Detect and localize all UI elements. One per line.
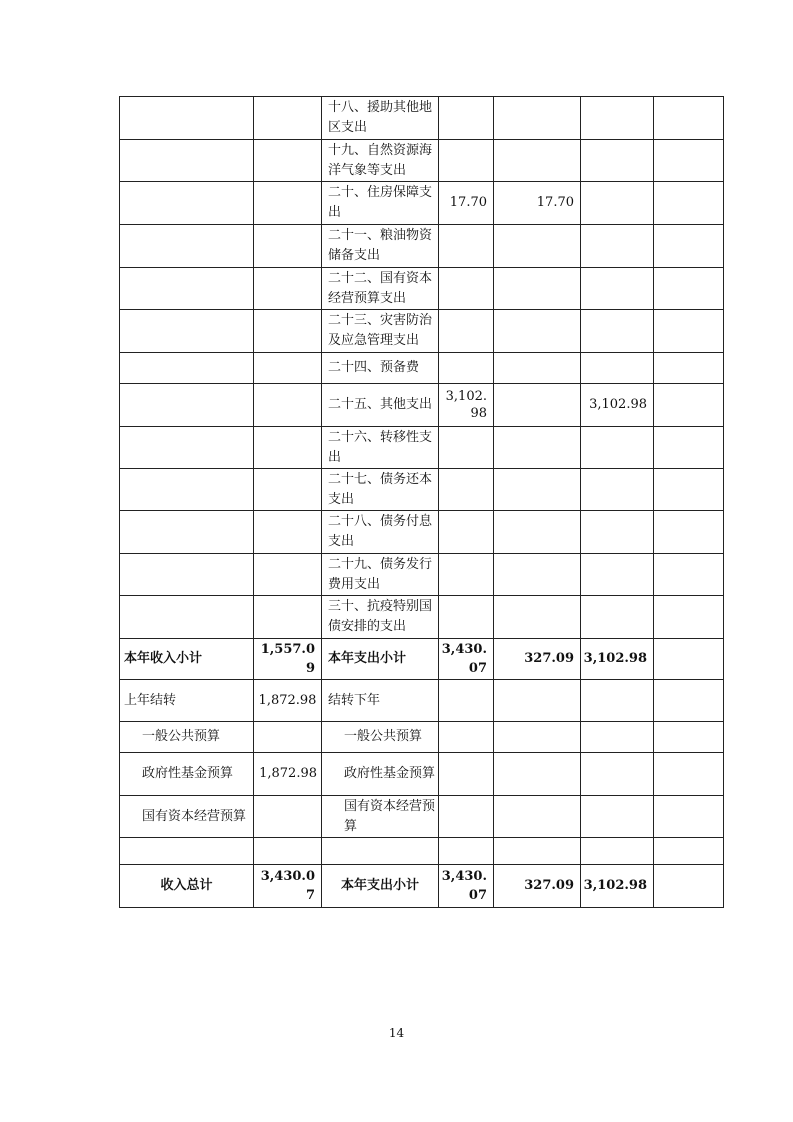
table-row bbox=[120, 225, 724, 268]
table-row bbox=[120, 97, 724, 140]
page-number: 14 bbox=[388, 1026, 405, 1040]
prior-year-carryover-value: 1,872.98 bbox=[254, 680, 322, 722]
table-row bbox=[120, 310, 724, 353]
expense-item-label: 二十九、债务发行费用支出 bbox=[322, 554, 439, 596]
expense-item-label: 二十三、灾害防治及应急管理支出 bbox=[322, 310, 439, 353]
expense-item-label: 二十五、其他支出 bbox=[322, 384, 439, 427]
expense-grand-total: 3,430.07 bbox=[439, 865, 494, 908]
expense-item-label: 十九、自然资源海洋气象等支出 bbox=[322, 140, 439, 182]
income-subtotal-label: 本年收入小计 bbox=[120, 639, 254, 680]
empty-row bbox=[120, 838, 724, 865]
table-row bbox=[120, 753, 724, 796]
expense-subtotal-project: 3,102.98 bbox=[581, 639, 654, 680]
table-row bbox=[120, 140, 724, 182]
expense-item-label: 二十、住房保障支出 bbox=[322, 182, 439, 225]
expense-total-value: 17.70 bbox=[439, 182, 494, 225]
general-budget-expense-label: 一般公共预算 bbox=[322, 722, 439, 753]
table-row bbox=[120, 427, 724, 469]
table-row bbox=[120, 268, 724, 310]
subtotal-row bbox=[120, 639, 724, 680]
budget-table bbox=[119, 96, 724, 908]
expense-subtotal-label: 本年支出小计 bbox=[322, 639, 439, 680]
expense-basic-value: 17.70 bbox=[494, 182, 581, 225]
expense-item-label: 二十七、债务还本支出 bbox=[322, 469, 439, 511]
total-row bbox=[120, 865, 724, 908]
table-row bbox=[120, 796, 724, 838]
income-total-label: 收入总计 bbox=[120, 865, 254, 908]
income-subtotal-value: 1,557.09 bbox=[254, 639, 322, 680]
expense-subtotal-total: 3,430.07 bbox=[439, 639, 494, 680]
carry-to-next-year-label: 结转下年 bbox=[322, 680, 439, 722]
table-row bbox=[120, 554, 724, 596]
table-row bbox=[120, 353, 724, 384]
fund-budget-income-value: 1,872.98 bbox=[254, 753, 322, 796]
expense-project-value: 3,102.98 bbox=[581, 384, 654, 427]
table-row bbox=[120, 596, 724, 639]
state-capital-expense-label: 国有资本经营预算 bbox=[322, 796, 439, 838]
state-capital-income-label: 国有资本经营预算 bbox=[120, 796, 254, 838]
expense-item-label: 二十六、转移性支出 bbox=[322, 427, 439, 469]
prior-year-carryover-label: 上年结转 bbox=[120, 680, 254, 722]
table-row bbox=[120, 469, 724, 511]
expense-subtotal-basic: 327.09 bbox=[494, 639, 581, 680]
expense-grand-basic: 327.09 bbox=[494, 865, 581, 908]
fund-budget-expense-label: 政府性基金预算 bbox=[322, 753, 439, 796]
carryover-row bbox=[120, 680, 724, 722]
fund-budget-income-label: 政府性基金预算 bbox=[120, 753, 254, 796]
expense-total-label: 本年支出小计 bbox=[322, 865, 439, 908]
expense-item-label: 二十四、预备费 bbox=[322, 353, 439, 384]
table-row bbox=[120, 722, 724, 753]
expense-item-label: 二十八、债务付息支出 bbox=[322, 511, 439, 554]
expense-item-label: 十八、援助其他地区支出 bbox=[322, 97, 439, 140]
table-row bbox=[120, 182, 724, 225]
general-budget-income-label: 一般公共预算 bbox=[120, 722, 254, 753]
table-row bbox=[120, 384, 724, 427]
expense-total-value: 3,102.98 bbox=[439, 384, 494, 427]
table-row bbox=[120, 511, 724, 554]
income-total-value: 3,430.07 bbox=[254, 865, 322, 908]
expense-item-label: 二十一、粮油物资储备支出 bbox=[322, 225, 439, 268]
expense-grand-project: 3,102.98 bbox=[581, 865, 654, 908]
expense-item-label: 二十二、国有资本经营预算支出 bbox=[322, 268, 439, 310]
expense-item-label: 三十、抗疫特别国债安排的支出 bbox=[322, 596, 439, 639]
